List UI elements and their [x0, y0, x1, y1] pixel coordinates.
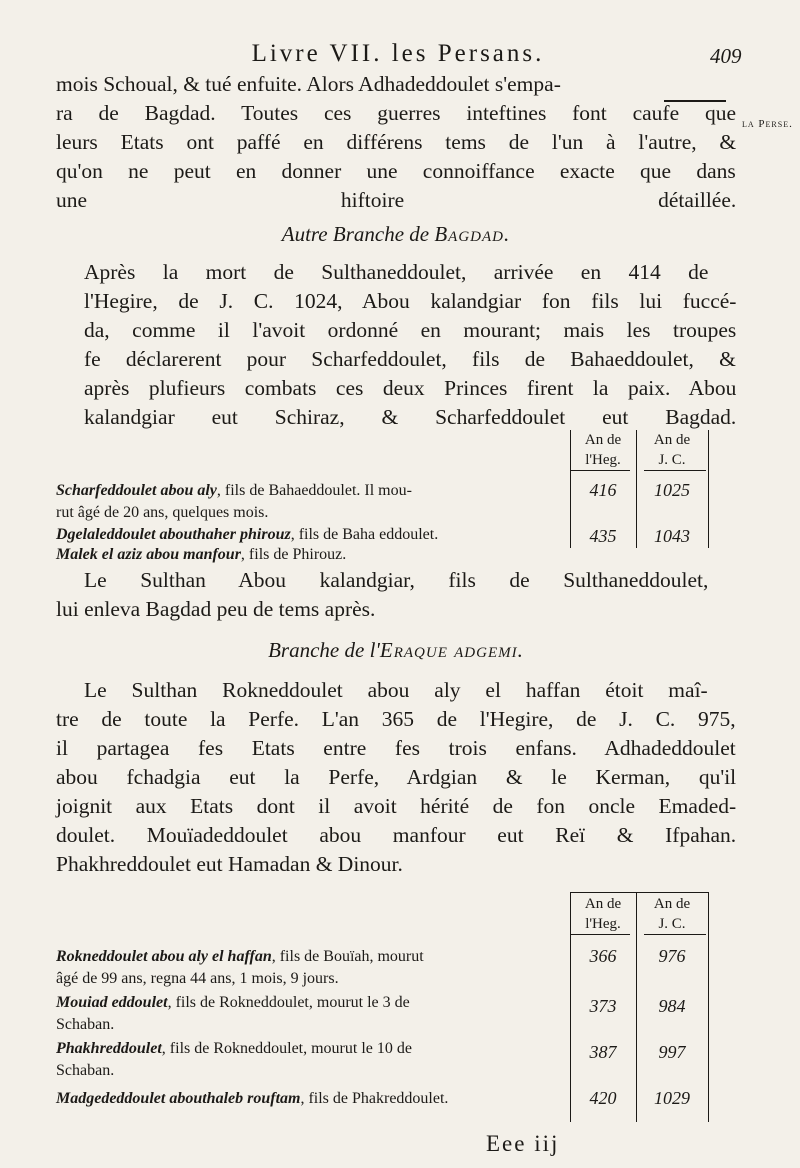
paragraph-1: [56, 70, 736, 215]
paragraph-line: fe déclarerent pour Scharfeddoulet, fils de Bahaeddoulet, &: [84, 347, 736, 371]
row-text: , fils de Rokneddoulet, mourut le 10 de: [161, 1040, 412, 1057]
header-line: An de: [584, 896, 622, 912]
paragraph-line: Le Sulthan Abou kalandgiar, fils de Sulthaneddoulet,: [84, 568, 709, 592]
jc-year: 997: [658, 1042, 686, 1062]
row-description: [56, 1088, 526, 1110]
table-rule: [570, 892, 708, 893]
ruler-name: Phakhreddoulet: [56, 1040, 162, 1057]
header-line: l'Heg.: [585, 916, 621, 932]
paragraph-line: Après la mort de Sulthaneddoulet, arrivée en 414 de: [84, 260, 709, 284]
table-rule: [570, 934, 630, 935]
col-header-jc: [636, 894, 708, 934]
jc-year: 1043: [654, 526, 690, 546]
row-description: [56, 544, 526, 566]
hegire-year: 366: [589, 946, 617, 966]
table-rule: [644, 934, 706, 935]
paragraph-line: joignit aux Etats dont il avoit hérité de fon oncle Emaded-: [56, 794, 737, 818]
section-heading: [56, 222, 736, 247]
header-line: An de: [584, 432, 622, 448]
paragraph-line: Le Sulthan Rokneddoulet abou aly el haffan étoit maî-: [84, 678, 708, 702]
row-text: , fils de Phakreddoulet.: [300, 1090, 449, 1107]
paragraph-line: il partagea fes Etats entre fes trois enfans. Adhadeddoulet: [56, 736, 736, 760]
paragraph-line: ra de Bagdad. Toutes ces guerres inteftines font caufe que: [56, 101, 736, 125]
paragraph-line: doulet. Mouïadeddoulet abou manfour eut Reï & Ifpahan.: [56, 823, 737, 847]
paragraph-2: [56, 258, 736, 432]
paragraph-line: l'Hegire, de J. C. 1024, Abou kalandgiar fon fils lui fuccé-: [84, 289, 737, 313]
ruler-name: Madgededdoulet abouthaleb rouftam: [56, 1090, 301, 1107]
row-text: , fils de Bouïah, mourut: [271, 948, 424, 965]
ruler-name: Malek el aziz abou manfour: [56, 546, 241, 563]
row-description: [56, 946, 526, 990]
hegire-year: 387: [589, 1042, 617, 1062]
chronology-table-2: [56, 892, 736, 1122]
row-text-cont: Schaban.: [56, 1062, 115, 1079]
jc-year: 984: [658, 996, 686, 1016]
col-header-hegire: [570, 430, 636, 470]
signature-mark: Eee iij: [486, 1131, 560, 1156]
paragraph-line: Phakhreddoulet eut Hamadan & Dinour.: [56, 852, 403, 876]
jc-year: 1025: [654, 480, 690, 500]
table-rule: [570, 470, 630, 471]
col-header-jc: [636, 430, 708, 470]
heading-smallcaps: Bagdad.: [434, 222, 511, 246]
table-rule: [708, 430, 709, 548]
header-line: J. C.: [658, 916, 686, 932]
paragraph-3: [56, 566, 736, 624]
row-text-cont: rut âgé de 20 ans, quelques mois.: [56, 504, 269, 521]
hegire-year: 416: [589, 480, 617, 500]
jc-year: 976: [658, 946, 686, 966]
margin-note: la Perse.: [742, 118, 793, 130]
hegire-year: 435: [589, 526, 617, 546]
heading-italic: Branche de l': [268, 638, 380, 662]
paragraph-line: lui enleva Bagdad peu de tems après.: [56, 597, 376, 621]
section-heading: [56, 638, 736, 663]
table-rule: [644, 470, 706, 471]
row-description: [56, 1038, 526, 1082]
row-description: [56, 480, 526, 524]
paragraph-4: [56, 676, 736, 879]
page-number: 409: [710, 44, 742, 68]
row-text: , fils de Bahaeddoulet. Il mou-: [216, 482, 412, 499]
heading-smallcaps: Eraque adgemi.: [379, 638, 524, 662]
row-text-cont: âgé de 99 ans, regna 44 ans, 1 mois, 9 jours.: [56, 970, 339, 987]
paragraph-line: kalandgiar eut Schiraz, & Scharfeddoulet eut Bagdad.: [84, 405, 737, 429]
row-text: , fils de Baha eddoulet.: [290, 526, 439, 543]
hegire-year: 420: [589, 1088, 617, 1108]
paragraph-line: leurs Etats ont paffé en différens tems de l'un à l'autre, &: [56, 130, 737, 154]
table-rule: [708, 892, 709, 1122]
paragraph-line: après plufieurs combats ces deux Princes firent la paix. Abou: [84, 376, 737, 400]
paragraph-line: tre de toute la Perfe. L'an 365 de l'Hegire, de J. C. 975,: [56, 707, 736, 731]
header-line: An de: [653, 432, 691, 448]
row-description: [56, 524, 526, 546]
header-line: J. C.: [658, 452, 686, 468]
ruler-name: Mouiad eddoulet: [56, 994, 168, 1011]
paragraph-line: abou fchadgia eut la Perfe, Ardgian & le Kerman, qu'il: [56, 765, 737, 789]
row-text: , fils de Rokneddoulet, mourut le 3 de: [167, 994, 410, 1011]
ruler-name: Scharfeddoulet abou aly: [56, 482, 217, 499]
ruler-name: Rokneddoulet abou aly el haffan: [56, 948, 272, 965]
paragraph-line: une hiftoire détaillée.: [56, 188, 737, 212]
heading-italic: Autre Branche de: [281, 222, 430, 246]
row-description: [56, 992, 526, 1036]
paragraph-line: mois Schoual, & tué enfuite. Alors Adhadeddoulet s'empa-: [56, 72, 561, 96]
running-head: Livre VII. les Persans.: [251, 40, 545, 67]
header-line: l'Heg.: [585, 452, 621, 468]
paragraph-line: da, comme il l'avoit ordonné en mourant; mais les troupes: [84, 318, 737, 342]
row-text: , fils de Phirouz.: [240, 546, 347, 563]
col-header-hegire: [570, 894, 636, 934]
chronology-table-1: [56, 430, 736, 563]
jc-year: 1029: [654, 1088, 690, 1108]
ruler-name: Dgelaleddoulet abouthaher phirouz: [56, 526, 291, 543]
row-text-cont: Schaban.: [56, 1016, 115, 1033]
header-line: An de: [653, 896, 691, 912]
hegire-year: 373: [589, 996, 617, 1016]
paragraph-line: qu'on ne peut en donner une connoiffance exacte que dans: [56, 159, 736, 183]
